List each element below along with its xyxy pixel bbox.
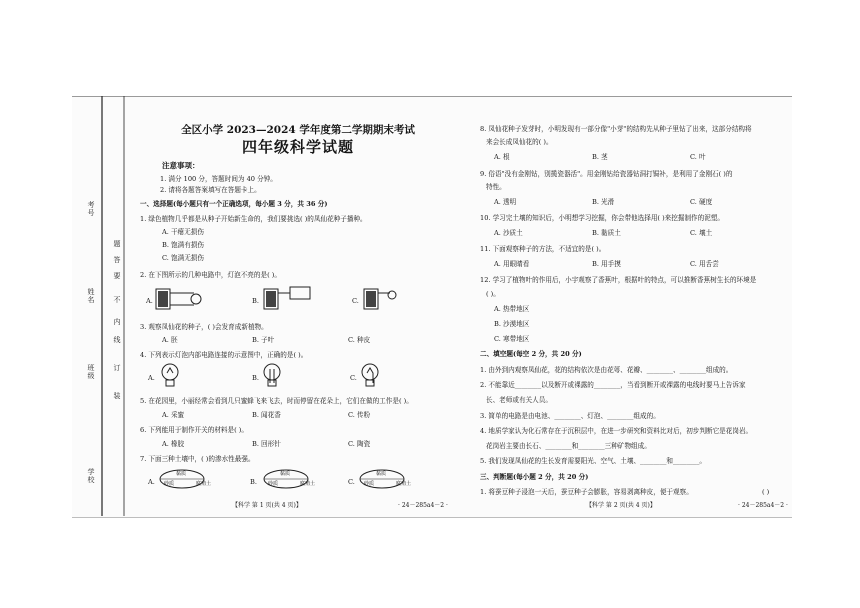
- page-footer-left: 【科学 第 1 页(共 4 页)】: [232, 502, 302, 509]
- soil-label: 砂质: [364, 481, 375, 487]
- class-label: 班级: [87, 364, 95, 380]
- circuit-diagram-b: [262, 285, 314, 313]
- q1-option-a: A. 干瘪无损伤: [162, 228, 204, 236]
- q11-option-a: A. 用眼睛看: [494, 260, 530, 268]
- question-1: 1. 绿色植物几乎都是从种子开始新生命的，我们要挑选( )的凤仙花种子播种。: [140, 215, 367, 223]
- question-2: 2. 在下图所示的几种电路中，灯泡不亮的是( )。: [140, 271, 281, 279]
- binding-strip: [72, 96, 134, 516]
- fill-line: 3. 简单的电路是由电池、________、灯泡、________组成的。: [480, 412, 660, 420]
- q9-option-c: C. 硬度: [690, 198, 713, 206]
- notes-item: 1. 满分 100 分，答题时间为 40 分钟。: [160, 175, 277, 183]
- question-12: 12. 学习了植物叶的作用后，小宇观察了香蕉叶，根据叶的特点，可以推断香蕉树生长的环境是: [480, 276, 757, 284]
- q10-option-b: B. 黏质土: [592, 229, 621, 237]
- binding-lines: [72, 96, 134, 516]
- soil-label: 砂质: [268, 481, 279, 487]
- soil-label: 腐殖土: [196, 481, 212, 487]
- question-9: 9. 俗语"没有金刚钻，别揽瓷器活"。用金刚钻给瓷器钻洞打锔补，是利用了金刚石( )的: [480, 170, 733, 178]
- exam-number-label: 考号: [87, 201, 95, 217]
- question-10: 10. 学习完土壤的知识后，小明想学习挖掘，你会带他选择用( )来挖掘制作的泥塑。: [480, 214, 725, 222]
- question-8-cont: 来会长成凤仙花的( )。: [486, 138, 553, 146]
- exam-title: 全区小学 2023—2024 学年度第二学期期末考试: [181, 124, 415, 136]
- q4-label-a: A.: [148, 374, 155, 382]
- seal-char: 内: [113, 318, 121, 326]
- soil-label: 黏质: [176, 471, 187, 477]
- name-label: 姓名: [87, 288, 95, 304]
- section3-heading: 三、判断题(每小题 2 分，共 20 分): [480, 473, 589, 481]
- q9-option-b: B. 光滑: [592, 198, 615, 206]
- q6-option-a: A. 橡胶: [162, 440, 185, 448]
- soil-label: 腐殖土: [300, 481, 316, 487]
- page-footer-right: 【科学 第 2 页(共 4 页)】: [586, 502, 656, 509]
- q3-option-b: B. 子叶: [252, 336, 275, 344]
- judge-answer-bracket: ( ): [762, 488, 770, 496]
- q4-label-c: C.: [350, 374, 357, 382]
- question-11: 11. 下面观察种子的方法，不适宜的是( )。: [480, 245, 606, 253]
- section2-heading: 二、填空题(每空 2 分，共 20 分): [480, 350, 582, 358]
- soil-label: 腐殖土: [396, 481, 412, 487]
- bulb-diagram-a: [160, 363, 180, 389]
- q11-option-b: B. 用手摸: [592, 260, 621, 268]
- soil-label: 砂质: [164, 481, 175, 487]
- q4-label-b: B.: [252, 374, 259, 382]
- q12-option-b: B. 沙漠地区: [494, 320, 530, 328]
- q12-option-a: A. 热带地区: [494, 305, 530, 313]
- question-5: 5. 在花园里，小丽经常会看到几只蜜蜂飞来飞去，时而停留在花朵上，它们在做的工作是( )。: [140, 397, 413, 405]
- fill-line: 5. 我们发现凤仙花的生长发育需要阳光、空气、土壤、________和________。: [480, 457, 706, 465]
- question-8: 8. 凤仙花种子发芽时，小明发现有一部分像"小芽"的结构先从种子里钻了出来，这部分结构将: [480, 125, 752, 133]
- q1-option-b: B. 饱满有损伤: [162, 241, 205, 249]
- q1-option-c: C. 饱满无损伤: [162, 254, 204, 262]
- fill-line: 4. 地质学家认为化石常存在于沉积层中，在进一步研究和资料比对后，初步判断它是花岗岩。: [480, 427, 753, 435]
- judge-question-1: 1. 将蚕豆种子浸泡一天后，蚕豆种子会膨胀，容易剥离种皮，便于观察。: [480, 488, 693, 496]
- exam-subtitle: 四年级科学试题: [241, 138, 354, 156]
- q7-label-a: A.: [148, 478, 155, 486]
- notes-heading: 注意事项：: [162, 161, 200, 170]
- q7-label-c: C.: [348, 478, 355, 486]
- q8-option-a: A. 根: [494, 153, 510, 161]
- q3-option-a: A. 胚: [162, 336, 178, 344]
- q6-option-b: B. 回形针: [252, 440, 281, 448]
- fill-line: 2. 不能靠近________以及断开或裸露的________，当看到断开或裸露的电线时要马上告诉家: [480, 381, 746, 389]
- soil-label: 黏质: [376, 471, 387, 477]
- question-4: 4. 下列表示灯泡内部电路连接的示意图中，正确的是( )。: [140, 351, 308, 359]
- notes-item: 2. 请将各题答案填写在答题卡上。: [160, 186, 261, 194]
- seal-char: 答: [113, 256, 121, 264]
- question-3: 3. 观察凤仙花的种子，( )会发育成新植物。: [140, 323, 268, 331]
- q10-option-a: A. 沙质土: [494, 229, 523, 237]
- seal-char: 订: [113, 364, 121, 372]
- q9-option-a: A. 透明: [494, 198, 517, 206]
- page-code-right: · 24－285a4－2 ·: [738, 502, 788, 509]
- q5-option-b: B. 闻花香: [252, 411, 281, 419]
- q8-option-c: C. 叶: [690, 153, 706, 161]
- seal-char: 要: [113, 272, 121, 280]
- q2-label-b: B.: [252, 297, 259, 305]
- question-6: 6. 下列能用于制作开关的材料是( )。: [140, 426, 248, 434]
- seal-char: 装: [113, 392, 121, 400]
- fill-line: 长、老师或有关人员。: [486, 396, 552, 404]
- section1-heading: 一、选择题(每小题只有一个正确选项，每小题 3 分，共 36 分): [140, 200, 328, 208]
- seal-char: 不: [113, 296, 121, 304]
- q5-option-a: A. 采蜜: [162, 411, 185, 419]
- q2-label-c: C.: [352, 297, 359, 305]
- seal-char: 题: [113, 240, 121, 248]
- fill-line: 1. 由外到内观察凤仙花，花的结构依次是由花萼、花瓣、________、________组成的。: [480, 366, 733, 374]
- q8-option-b: B. 茎: [592, 153, 608, 161]
- q6-option-c: C. 陶瓷: [348, 440, 371, 448]
- fill-line: 花岗岩主要由长石、________和________三种矿物组成。: [486, 442, 651, 450]
- q12-option-c: C. 寒带地区: [494, 335, 530, 343]
- bulb-diagram-b: [262, 363, 282, 389]
- q10-option-c: C. 壤土: [690, 229, 713, 237]
- question-7: 7. 下面三种土壤中，( )的渗水性最强。: [140, 455, 255, 463]
- circuit-diagram-a: [154, 285, 206, 313]
- q2-label-a: A.: [146, 297, 153, 305]
- circuit-diagram-c: [362, 285, 402, 313]
- question-9-cont: 特性。: [486, 183, 506, 191]
- seal-char: 线: [113, 336, 121, 344]
- q7-label-b: B.: [250, 478, 257, 486]
- question-12-cont: ( )。: [486, 290, 500, 298]
- page-code-left: · 24－285a4－2 ·: [398, 502, 448, 509]
- bulb-diagram-c: [360, 363, 380, 389]
- q3-option-c: C. 种皮: [348, 336, 371, 344]
- q11-option-c: C. 用舌尝: [690, 260, 719, 268]
- q5-option-c: C. 传粉: [348, 411, 371, 419]
- soil-label: 黏质: [280, 471, 291, 477]
- school-label: 学校: [87, 468, 95, 484]
